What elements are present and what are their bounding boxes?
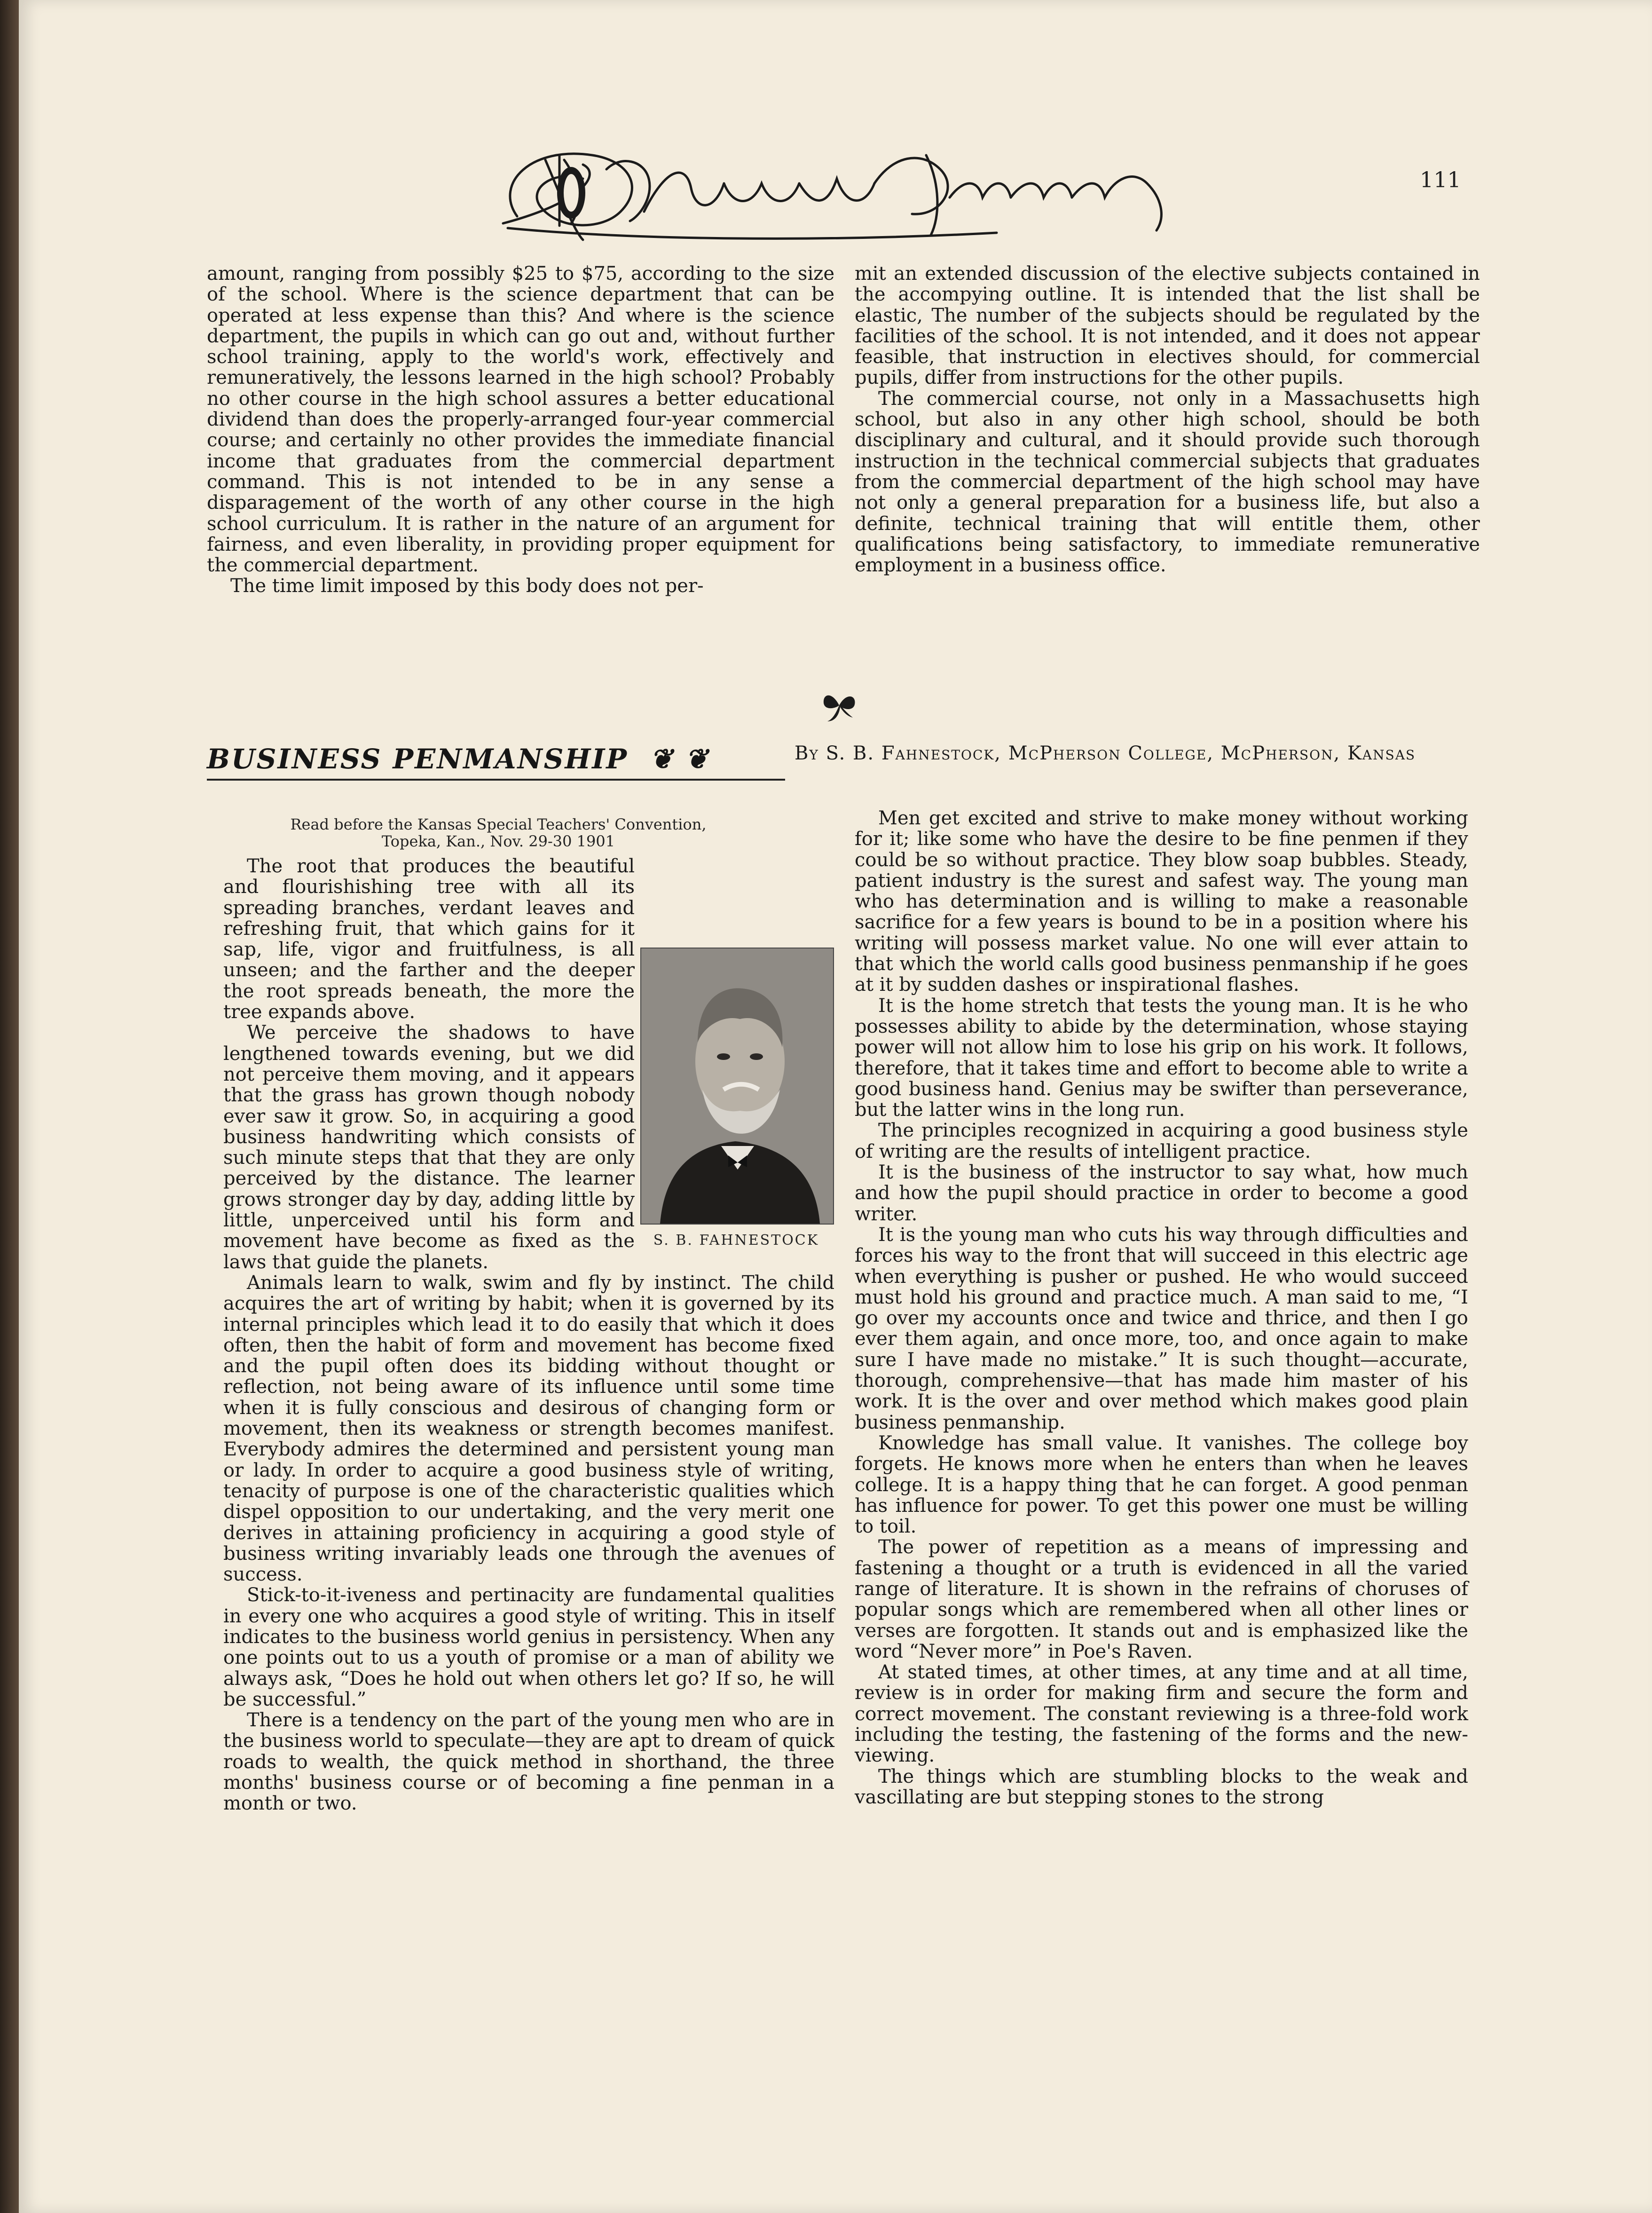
top-right-column: [855, 263, 1480, 576]
paragraph: We perceive the shadows to have lengthened towards evening, but we did not perceive them moving, and it appears that the grass has grown though nobody ever saw it grow. So, in acquiring a good business handwriting which consists of such minute steps that that they are only perceived by the distance. The learner grows stronger day by day, adding little by little, unperceived until his form and movement have become as fixed as the laws that guide the planets.: [223, 1022, 635, 1273]
western-penman-masthead-logo: [489, 127, 1185, 249]
paragraph: It is the young man who cuts his way through difficulties and forces his way to the front that will succeed in this electric age when everything is pusher or pushed. He who would succeed must hold his ground and practice much. A man said to me, “I go over my accounts once and twice and thrice, and then I go ever them again, and once more, too, and once again to make sure I have made no mistake.” It is such thought—accurate, thorough, comprehensive—that has made him master of his work. It is the over and over method which makes good plain business penmanship.: [855, 1224, 1468, 1433]
paragraph: Animals learn to walk, swim and fly by instinct. The child acquires the art of writing by habit; when it is governed by its internal principles which lead it to do easily that which it does often, then the habit of form and movement has become fixed and the pupil often does its bidding without thought or reflection, not being aware of its influence until some time when it is fully conscious and desirous of changing form or movement, then its weakness or strength becomes manifest. Everybody admires the determined and persistent young man or lady. In order to acquire a good business style of writing, tenacity of purpose is one of the characteristic qualities which dispel opposition to our undertaking, and the very merit one derives in attaining proficiency in acquiring a good style of business writing invariably leads one through the avenues of success.: [223, 1272, 834, 1586]
page: [19, 0, 1652, 2213]
paragraph: Knowledge has small value. It vanishes. The college boy forgets. He knows more when he enters than when he leaves college. It is a happy thing that he can forget. A good penman has influence for power. To get this power one must be willing to toil.: [855, 1432, 1468, 1538]
book-binding: [0, 0, 19, 2213]
article-byline: By S. B. Fahnestock, McPherson College, McPherson, Kansas: [795, 743, 1416, 764]
page-number: 111: [1420, 167, 1461, 192]
top-left-column: [207, 263, 834, 597]
paragraph: The things which are stumbling blocks to the weak and vascillating are but stepping stones to the strong: [855, 1765, 1468, 1808]
paragraph: amount, ranging from possibly $25 to $75, according to the size of the school. Where is the science department that can be operated at less expense than this? And where is the science department, the pupils in which can go out and, without further school training, apply to the world's work, effectively and remuneratively, the lessons learned in the high school? Probably no other course in the high school assures a better educational dividend than does the properly-arranged four-year commercial course; and certainly no other provides the immediate financial income that graduates from the commercial department command. This is not intended to be in any sense a disparagement of the worth of any other course in the high school curriculum. It is rather in the nature of an argument for fairness, and even liberality, in providing proper equipment for the commercial department.: [207, 263, 834, 577]
paragraph: At stated times, at other times, at any time and at all time, review is in order for making firm and secure the form and correct movement. The constant reviewing is a three-fold work including the testing, the fastening of the forms and the new-viewing.: [855, 1661, 1468, 1767]
fleuron-icon: ❦ ❦: [639, 743, 709, 775]
paragraph: Men get excited and strive to make money without working for it; like some who have the desire to be fine penmen if they could be so without practice. They blow soap bubbles. Steady, patient industry is the surest and safest way. The young man who has determination and is willing to make a reasonable sacrifice for a few years is bound to be in a position where his writing will possess market value. No one will ever attain to that which the world calls good business penmanship if he goes at it by sudden dashes or inspirational flashes.: [855, 807, 1468, 996]
bottom-right-column: [855, 808, 1468, 1808]
paragraph: The time limit imposed by this body does not per-: [230, 575, 704, 597]
paragraph: The root that produces the beautiful and flourishishing tree with all its spreading branches, verdant leaves and refreshing fruit, that which gains for it sap, life, vigor and fruitfulness, is all unseen; and the farther and the deeper the root spreads beneath, the more the tree expands above.: [223, 855, 635, 1023]
note-line: Read before the Kansas Special Teachers' Convention,: [290, 815, 707, 833]
article-title: [207, 743, 785, 781]
leaf-ornament-icon: [818, 687, 860, 724]
paragraph: mit an extended discussion of the elective subjects contained in the accompying outline. It is intended that the list shall be elastic, The number of the subjects should be regulated by the facilities of the school. It is not intended, and it does not appear feasible, that instruction in electives should, for commercial pupils, differ from instructions for the other pupils.: [855, 263, 1480, 389]
author-portrait: [640, 948, 832, 1249]
paragraph: Stick-to-it-iveness and pertinacity are fundamental qualities in every one who acquires a good style of writing. This in itself indicates to the business world genius in persistency. When any one points out to us a youth of promise or a man of ability we always ask, “Does he hold out when others let go? If so, he will be successful.”: [223, 1584, 834, 1710]
article-title-text: BUSINESS PENMANSHIP: [207, 743, 629, 775]
note-line: Topeka, Kan., Nov. 29-30 1901: [381, 832, 615, 850]
paragraph: The principles recognized in acquiring a good business style of writing are the results of intelligent practice.: [855, 1120, 1468, 1162]
presentation-note: [263, 816, 733, 850]
paragraph: There is a tendency on the part of the young men who are in the business world to speculate—they are apt to dream of quick roads to wealth, the quick method in shorthand, the three months' business course or of becoming a fine penman in a month or two.: [223, 1709, 834, 1815]
paragraph: It is the business of the instructor to say what, how much and how the pupil should practice in order to become a good writer.: [855, 1162, 1468, 1225]
paragraph: It is the home stretch that tests the young man. It is he who possesses ability to abide by the determination, whose staying power will not allow him to lose his grip on his work. It follows, therefore, that it takes time and effort to become able to write a good business hand. Genius may be swifter than perseverance, but the latter wins in the long run.: [855, 995, 1468, 1121]
paragraph: The power of repetition as a means of impressing and fastening a thought or a truth is evidenced in all the varied range of literature. It is shown in the refrains of choruses of popular songs which are remembered when all other lines or verses are forgotten. It stands out and is emphasized like the word “Never more” in Poe's Raven.: [855, 1536, 1468, 1662]
photo-caption: S. B. FAHNESTOCK: [653, 1232, 819, 1249]
paragraph: The commercial course, not only in a Massachusetts high school, but also in any other high school, should be both disciplinary and cultural, and it should provide such thorough instruction in the technical commercial subjects that graduates from the commercial department of the high school may have not only a general preparation for a business life, but also a definite, technical training that will entitle them, other qualifications being satisfactory, to immediate remunerative employment in a business office.: [855, 387, 1480, 577]
author-photo: [640, 948, 834, 1225]
